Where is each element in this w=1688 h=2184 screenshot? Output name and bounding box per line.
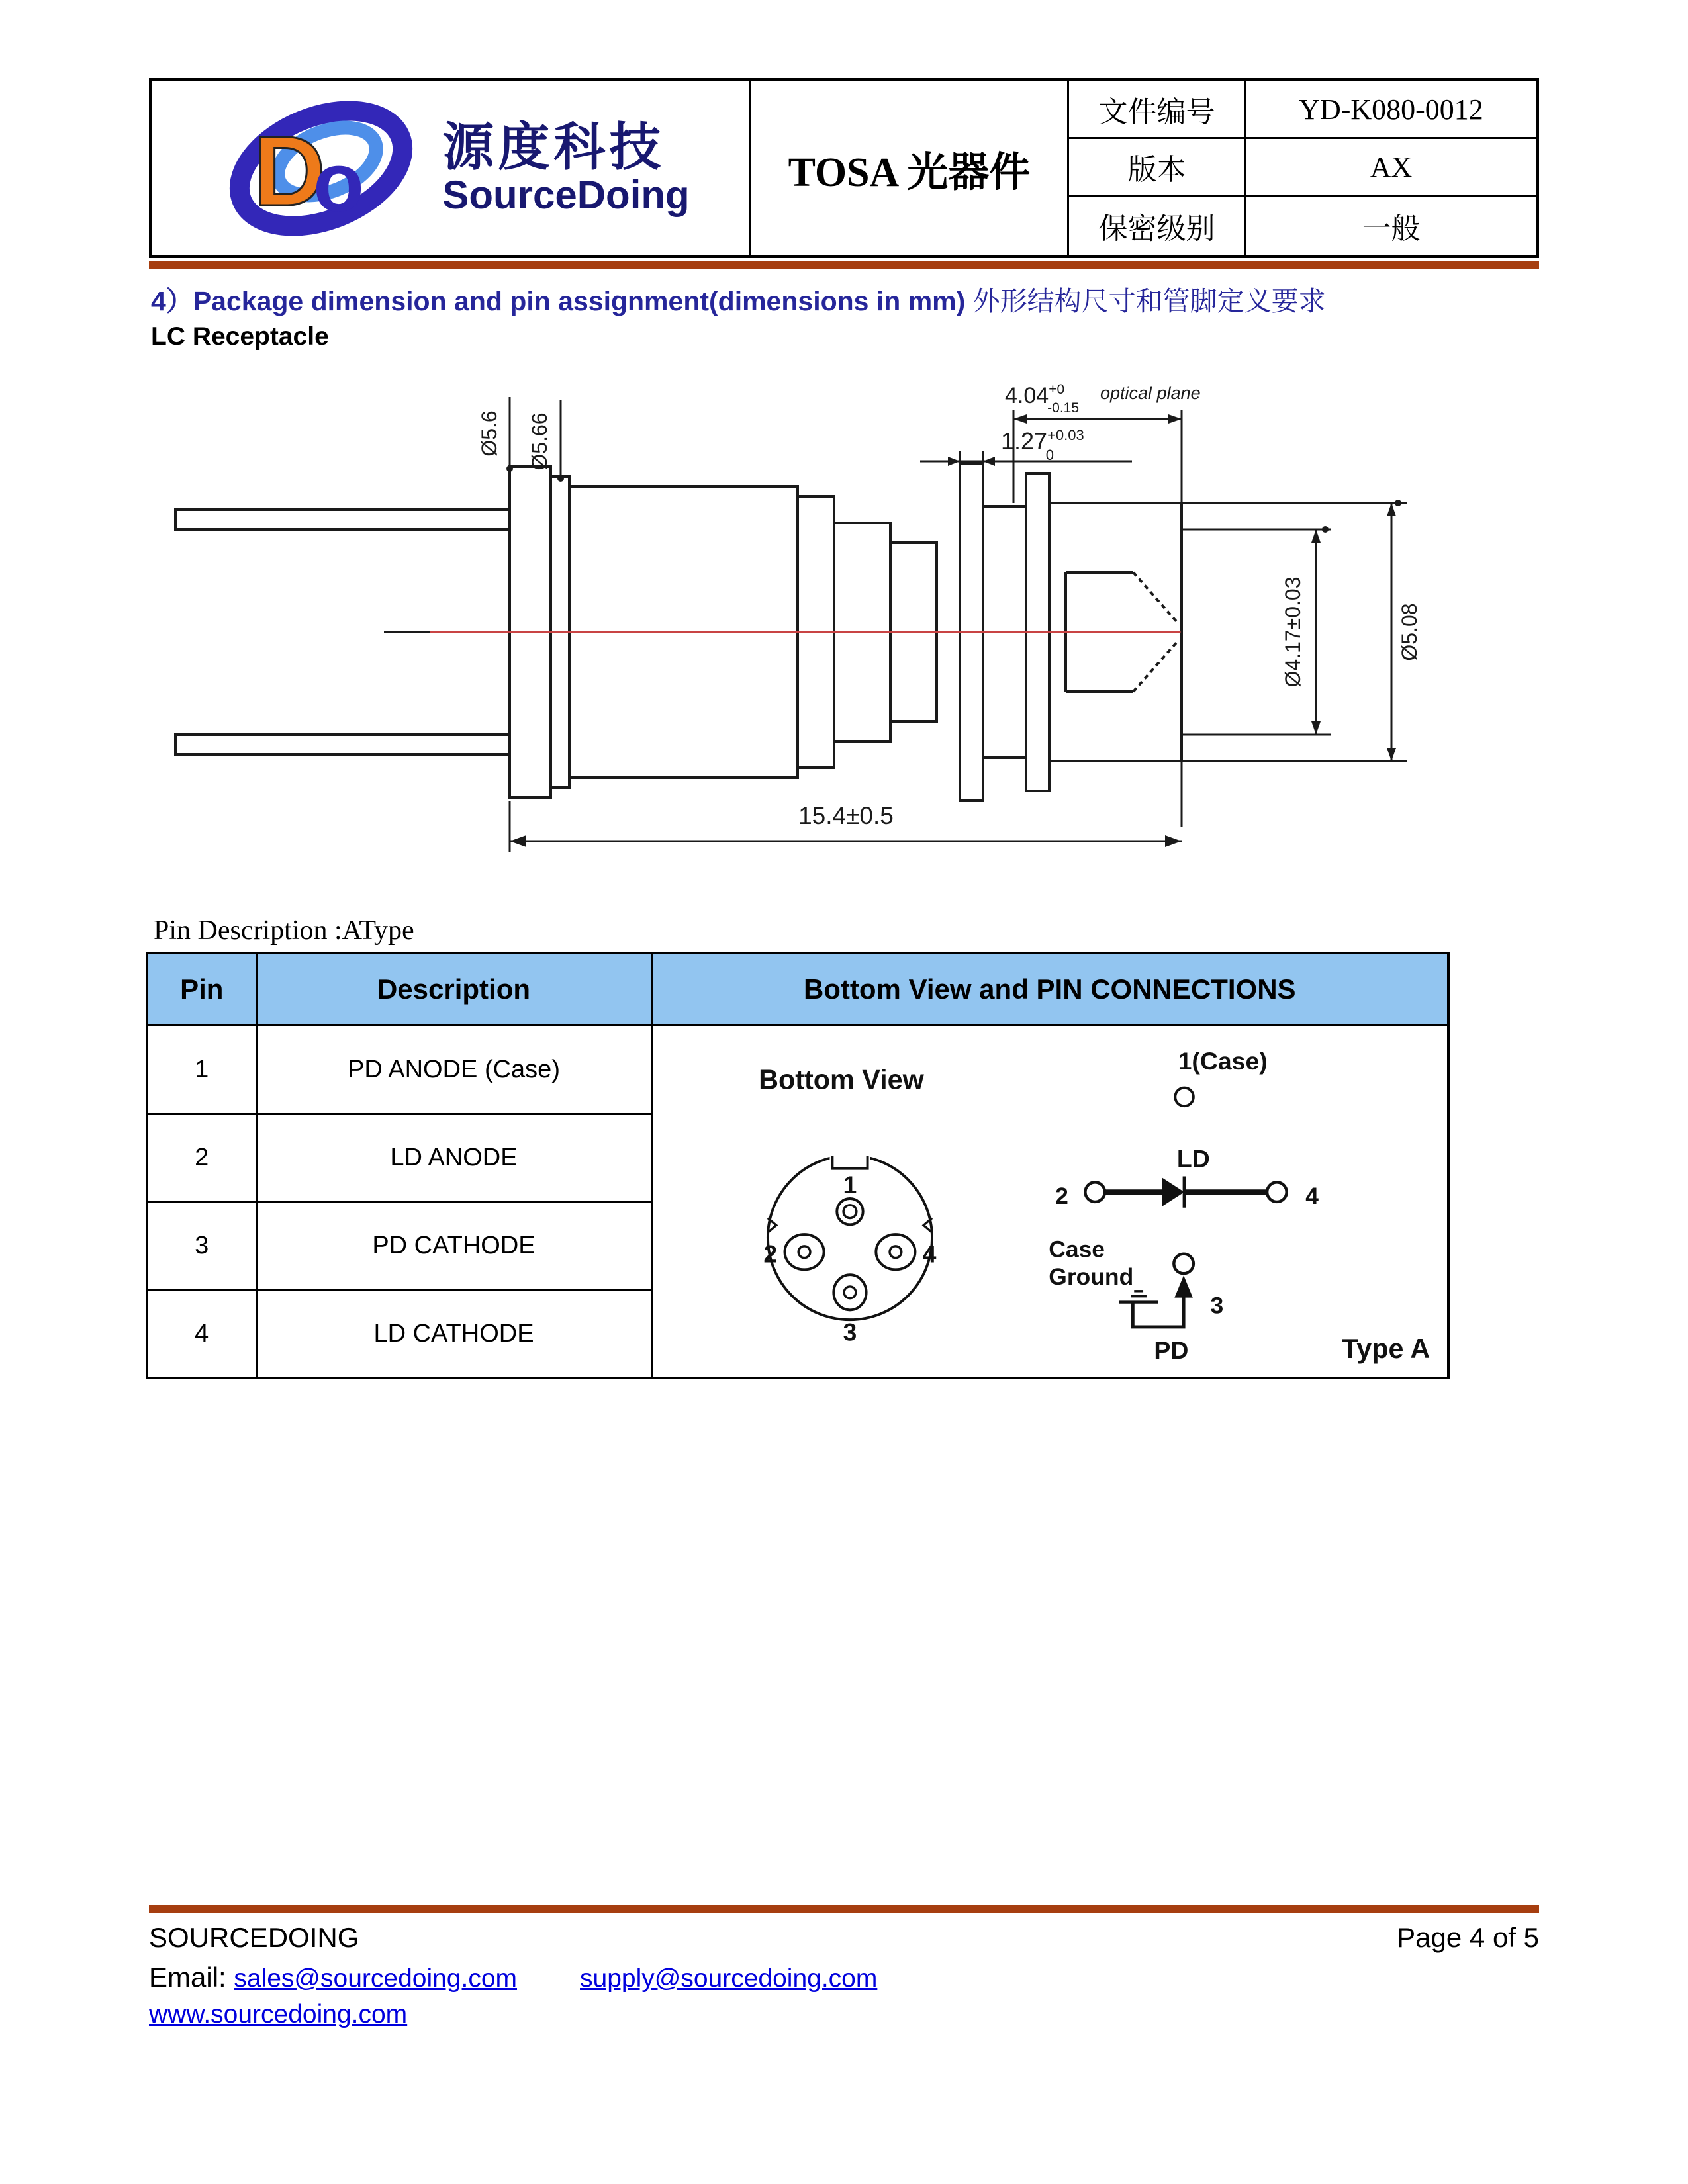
product-title: TOSA 光器件 xyxy=(751,81,1069,255)
dim-top-label: $4.04^{+0}$ -0.15 xyxy=(1005,382,1080,416)
header-divider-rule xyxy=(149,261,1539,269)
brand-name-en: SourceDoing xyxy=(442,173,690,218)
dim-dot xyxy=(557,475,564,482)
dim-bore-lines xyxy=(1182,529,1331,735)
logo-cell xyxy=(152,81,751,255)
case-ground-label-line2: Ground xyxy=(1048,1263,1133,1290)
brand-text xyxy=(442,117,690,218)
field-label-security: 保密级别 xyxy=(1069,197,1246,255)
section-title-cn: 外形结构尺寸和管脚定义要求 xyxy=(965,286,1326,316)
dim-dia-cap-label: Ø5.6 xyxy=(477,410,501,457)
footer-email-label: Email: xyxy=(149,1962,226,1993)
arrowhead xyxy=(510,835,526,847)
field-value-version: AX xyxy=(1246,139,1536,197)
col-header-bottom-view: Bottom View and PIN CONNECTIONS xyxy=(651,953,1448,1026)
pd-pin-label: 3 xyxy=(1209,1291,1223,1318)
pin3-label: 3 xyxy=(843,1318,857,1346)
ld-label: LD xyxy=(1176,1144,1210,1173)
case-ground-label-line1: Case xyxy=(1048,1236,1105,1263)
svg-text:o: o xyxy=(313,135,365,229)
ld-right-pin-label: 4 xyxy=(1305,1182,1319,1209)
footer-website-link[interactable]: www.sourcedoing.com xyxy=(149,2000,408,2028)
pin-description: LD CATHODE xyxy=(256,1290,651,1379)
pin1-label: 1 xyxy=(843,1170,857,1199)
col-header-description: Description xyxy=(256,953,651,1026)
case-pin-terminal-icon xyxy=(1175,1087,1194,1106)
dim-outer-label: Ø5.08 xyxy=(1397,603,1421,661)
dim-mid-label: $1.27^{+0.03}$ 0 xyxy=(1001,427,1084,463)
arrowhead xyxy=(1165,835,1182,847)
pin-description: PD CATHODE xyxy=(256,1202,651,1290)
section-heading xyxy=(151,283,1541,355)
pd-label: PD xyxy=(1153,1336,1188,1364)
section-subtitle: LC Receptacle xyxy=(151,322,329,351)
col-header-pin: Pin xyxy=(147,953,256,1026)
dim-dot xyxy=(1322,526,1329,533)
ld-diode-symbol xyxy=(1085,1176,1286,1207)
pin2-label: 2 xyxy=(763,1239,777,1267)
arrowhead xyxy=(1387,503,1396,516)
arrowhead xyxy=(948,457,960,466)
section-number: 4） xyxy=(151,286,193,316)
to-can-pin-labels xyxy=(763,1171,936,1346)
case-pin-label: 1(Case) xyxy=(1178,1046,1268,1075)
field-label-doc-number: 文件编号 xyxy=(1069,81,1246,139)
arrowhead xyxy=(1387,748,1396,761)
pin-table-header-row xyxy=(147,953,1448,1026)
lead-pin-bottom xyxy=(175,735,510,754)
field-label-version: 版本 xyxy=(1069,139,1246,197)
brand-name-cn: 源度科技 xyxy=(442,117,665,176)
pin-description: LD ANODE xyxy=(256,1114,651,1202)
package-dimension-drawing xyxy=(165,361,1423,897)
pin-number: 3 xyxy=(147,1202,256,1290)
footer-email-sales-link[interactable]: sales@sourcedoing.com xyxy=(234,1964,518,1993)
field-value-security: 一般 xyxy=(1362,212,1421,246)
pin-description: PD ANODE (Case) xyxy=(256,1026,651,1114)
dim-bore-label: Ø4.17±0.03 xyxy=(1281,576,1305,688)
arrowhead xyxy=(1013,414,1027,424)
footer-email-supply-link[interactable]: supply@sourcedoing.com xyxy=(580,1964,878,1993)
pin-number: 2 xyxy=(147,1114,256,1202)
section-title-en: Package dimension and pin assignment(dimensions in mm) xyxy=(193,286,966,316)
pin4-label: 4 xyxy=(922,1239,937,1267)
header-table xyxy=(149,78,1539,258)
arrowhead xyxy=(1311,529,1321,543)
section-title xyxy=(151,283,1541,319)
dim-dot xyxy=(1395,500,1401,506)
lead-pin-top xyxy=(175,510,510,529)
field-value-doc-number: YD-K080-0012 xyxy=(1246,81,1536,139)
arrowhead xyxy=(1311,721,1321,735)
bottom-view-title: Bottom View xyxy=(758,1064,924,1095)
arrowhead xyxy=(1168,414,1182,424)
pin-number: 1 xyxy=(147,1026,256,1114)
ld-left-pin-label: 2 xyxy=(1055,1182,1068,1209)
type-a-label: Type A xyxy=(1341,1333,1430,1364)
sourcedoing-logo-icon xyxy=(212,94,430,243)
bottom-view-cell xyxy=(651,1026,1448,1379)
table-row xyxy=(147,1026,1448,1114)
footer-company: SOURCEDOING xyxy=(149,1922,359,1953)
footer-divider-rule xyxy=(149,1905,1539,1913)
dim-dia-flange-label: Ø5.66 xyxy=(528,412,551,471)
pin-number: 4 xyxy=(147,1290,256,1379)
pin-description-table xyxy=(146,952,1450,1379)
dim-top-note: optical plane xyxy=(1100,383,1201,403)
pin-table-caption: Pin Description :AType xyxy=(154,915,414,946)
bottom-view-diagram xyxy=(653,1029,1448,1368)
svg-text:D: D xyxy=(254,114,326,226)
arrowhead xyxy=(983,457,995,466)
dim-length-label: 15.4±0.5 xyxy=(798,802,894,829)
footer-page-number: Page 4 of 5 xyxy=(1397,1922,1539,1953)
page-footer xyxy=(149,1905,1539,2029)
dim-dot xyxy=(506,465,513,472)
